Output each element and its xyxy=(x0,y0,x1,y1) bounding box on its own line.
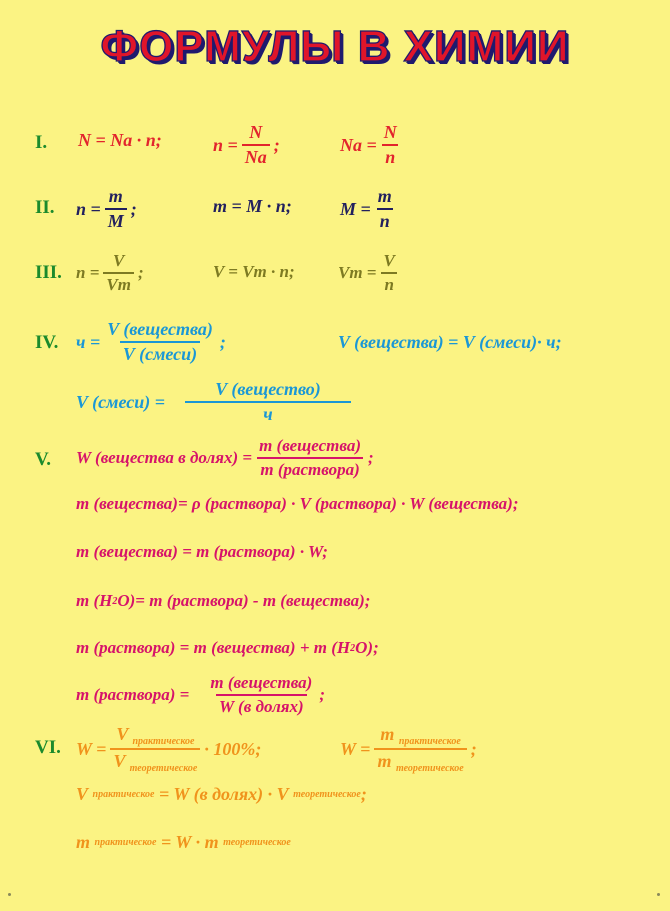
numerator-symbol: V xyxy=(116,724,128,744)
formula-lhs: V (смеси) = xyxy=(76,391,165,412)
formula-volume-substance xyxy=(338,332,562,353)
formula-text: m (вещества)= ρ (раствора) · V (раствора) · W (вещества); xyxy=(76,494,519,513)
formula-end: ; xyxy=(219,331,226,352)
formula-practical-volume xyxy=(76,784,367,805)
formula-lhs: n = xyxy=(76,263,100,282)
formula-n-from-v xyxy=(76,251,144,295)
fraction xyxy=(110,724,200,774)
formula-molar-mass xyxy=(340,186,399,232)
fraction xyxy=(381,251,398,295)
formula-text: m = M · n; xyxy=(213,196,292,216)
formula-v-vmn xyxy=(213,262,295,282)
denominator: M xyxy=(105,208,127,232)
formula-part: O)= m (раствора) - m (вещества); xyxy=(117,591,371,610)
corner-dot xyxy=(657,893,660,896)
formula-lhs: Na = xyxy=(340,134,377,155)
denominator: n xyxy=(382,144,398,168)
denominator-symbol: m xyxy=(377,751,392,771)
formula-part: m (H xyxy=(76,591,113,610)
roman-numeral-3: III. xyxy=(35,262,62,283)
formula-mass-fraction xyxy=(76,436,374,480)
formula-mass-solution-div xyxy=(76,673,325,717)
formula-lhs: W = xyxy=(76,738,107,759)
formula-lhs: W = xyxy=(340,738,371,759)
roman-numeral-6: VI. xyxy=(35,737,61,758)
denominator: ч xyxy=(185,401,351,425)
formula-text: N = Na · n; xyxy=(78,130,162,150)
fraction xyxy=(105,186,127,232)
roman-numeral-5: V. xyxy=(35,449,52,470)
subscript: практическое xyxy=(92,789,155,800)
formula-part: = W · m xyxy=(160,832,219,852)
subscript: теоретическое xyxy=(395,763,464,774)
formula-text: V (вещества) = V (смеси)· ч; xyxy=(338,332,562,352)
formula-lhs: n = xyxy=(213,134,238,155)
formula-end: ; xyxy=(368,448,374,467)
formula-n-from-m xyxy=(76,186,137,232)
subscript: теоретическое xyxy=(223,837,291,848)
formula-part: m (раствора) = m (вещества) + m (H xyxy=(76,638,351,657)
subscript: практическое xyxy=(132,736,195,747)
subscript: теоретическое xyxy=(129,763,198,774)
numerator: V (вещество) xyxy=(215,379,321,399)
denominator: V (смеси) xyxy=(120,341,200,365)
corner-dot xyxy=(8,893,11,896)
denominator: W (в долях) xyxy=(216,694,307,717)
formula-end: ; xyxy=(319,685,326,704)
fraction xyxy=(374,724,466,774)
numerator: V xyxy=(113,251,125,270)
numerator xyxy=(377,724,463,748)
numerator: V (вещества) xyxy=(107,319,213,339)
formula-m-mn xyxy=(213,196,292,217)
formula-n-na xyxy=(78,130,162,151)
fraction xyxy=(185,379,351,425)
formula-lhs: W (вещества в долях) = xyxy=(76,448,253,467)
denominator: n xyxy=(381,272,396,295)
subscript: 2 xyxy=(350,642,356,654)
denominator: m (раствора) xyxy=(257,457,362,480)
formula-lhs: n = xyxy=(76,198,101,219)
fraction xyxy=(103,251,134,295)
numerator xyxy=(113,724,197,748)
formula-lhs: Vm = xyxy=(338,263,377,282)
formula-part: m xyxy=(76,832,91,852)
fraction xyxy=(242,122,270,168)
formula-volume-mixture xyxy=(76,379,355,425)
formula-tail: · 100%; xyxy=(204,738,262,759)
formula-text: m (вещества) = m (раствора) · W; xyxy=(76,542,328,561)
numerator: N xyxy=(383,122,397,142)
numerator: m xyxy=(377,186,392,206)
denominator: Vm xyxy=(103,272,134,295)
subscript: теоретическое xyxy=(293,789,361,800)
subscript: практическое xyxy=(398,736,461,747)
denominator: Na xyxy=(242,144,270,168)
formula-yield-volume xyxy=(76,724,261,774)
formula-practical-mass xyxy=(76,832,291,853)
fraction xyxy=(381,122,400,168)
roman-numeral-2: II. xyxy=(35,197,55,218)
formula-part: = W (в долях) · V xyxy=(158,784,289,804)
formula-mass-water xyxy=(76,591,370,611)
subscript: 2 xyxy=(112,595,118,607)
formula-volume-fraction xyxy=(76,319,226,365)
numerator: m (вещества) xyxy=(259,436,362,455)
formula-end: ; xyxy=(273,134,280,155)
formula-na-from-n xyxy=(340,122,404,168)
numerator-symbol: m xyxy=(380,724,395,744)
denominator-symbol: V xyxy=(113,751,126,771)
page-title: ФОРМУЛЫ В ХИМИИ xyxy=(100,22,570,71)
denominator xyxy=(110,748,200,774)
denominator xyxy=(374,748,466,774)
denominator: n xyxy=(377,208,393,232)
formula-end: ; xyxy=(360,784,367,804)
formula-end: ; xyxy=(470,738,477,759)
formula-mass-density xyxy=(76,494,519,514)
formula-end: ; xyxy=(130,198,137,219)
formula-mass-solution-sum xyxy=(76,638,379,658)
formula-part: V xyxy=(76,784,89,804)
fraction xyxy=(104,319,216,365)
formula-text: V = Vm · n; xyxy=(213,262,295,281)
formula-molar-volume xyxy=(338,251,402,295)
numerator: N xyxy=(249,122,263,142)
formula-n-from-n xyxy=(213,122,280,168)
numerator: m (вещества) xyxy=(210,673,313,692)
formula-mass-solution-w xyxy=(76,542,328,562)
fraction xyxy=(375,186,395,232)
formula-end: ; xyxy=(137,263,144,282)
formula-lhs: m (раствора) = xyxy=(76,685,190,704)
roman-numeral-4: IV. xyxy=(35,332,59,353)
formula-yield-mass xyxy=(340,724,477,774)
formula-lhs: ч = xyxy=(76,331,101,352)
formula-part: O); xyxy=(355,638,379,657)
numerator: m xyxy=(108,186,123,206)
numerator: V xyxy=(383,251,395,270)
subscript: практическое xyxy=(94,837,157,848)
fraction xyxy=(256,436,364,480)
fraction xyxy=(207,673,315,717)
roman-numeral-1: I. xyxy=(35,132,48,153)
formula-lhs: M = xyxy=(340,198,371,219)
